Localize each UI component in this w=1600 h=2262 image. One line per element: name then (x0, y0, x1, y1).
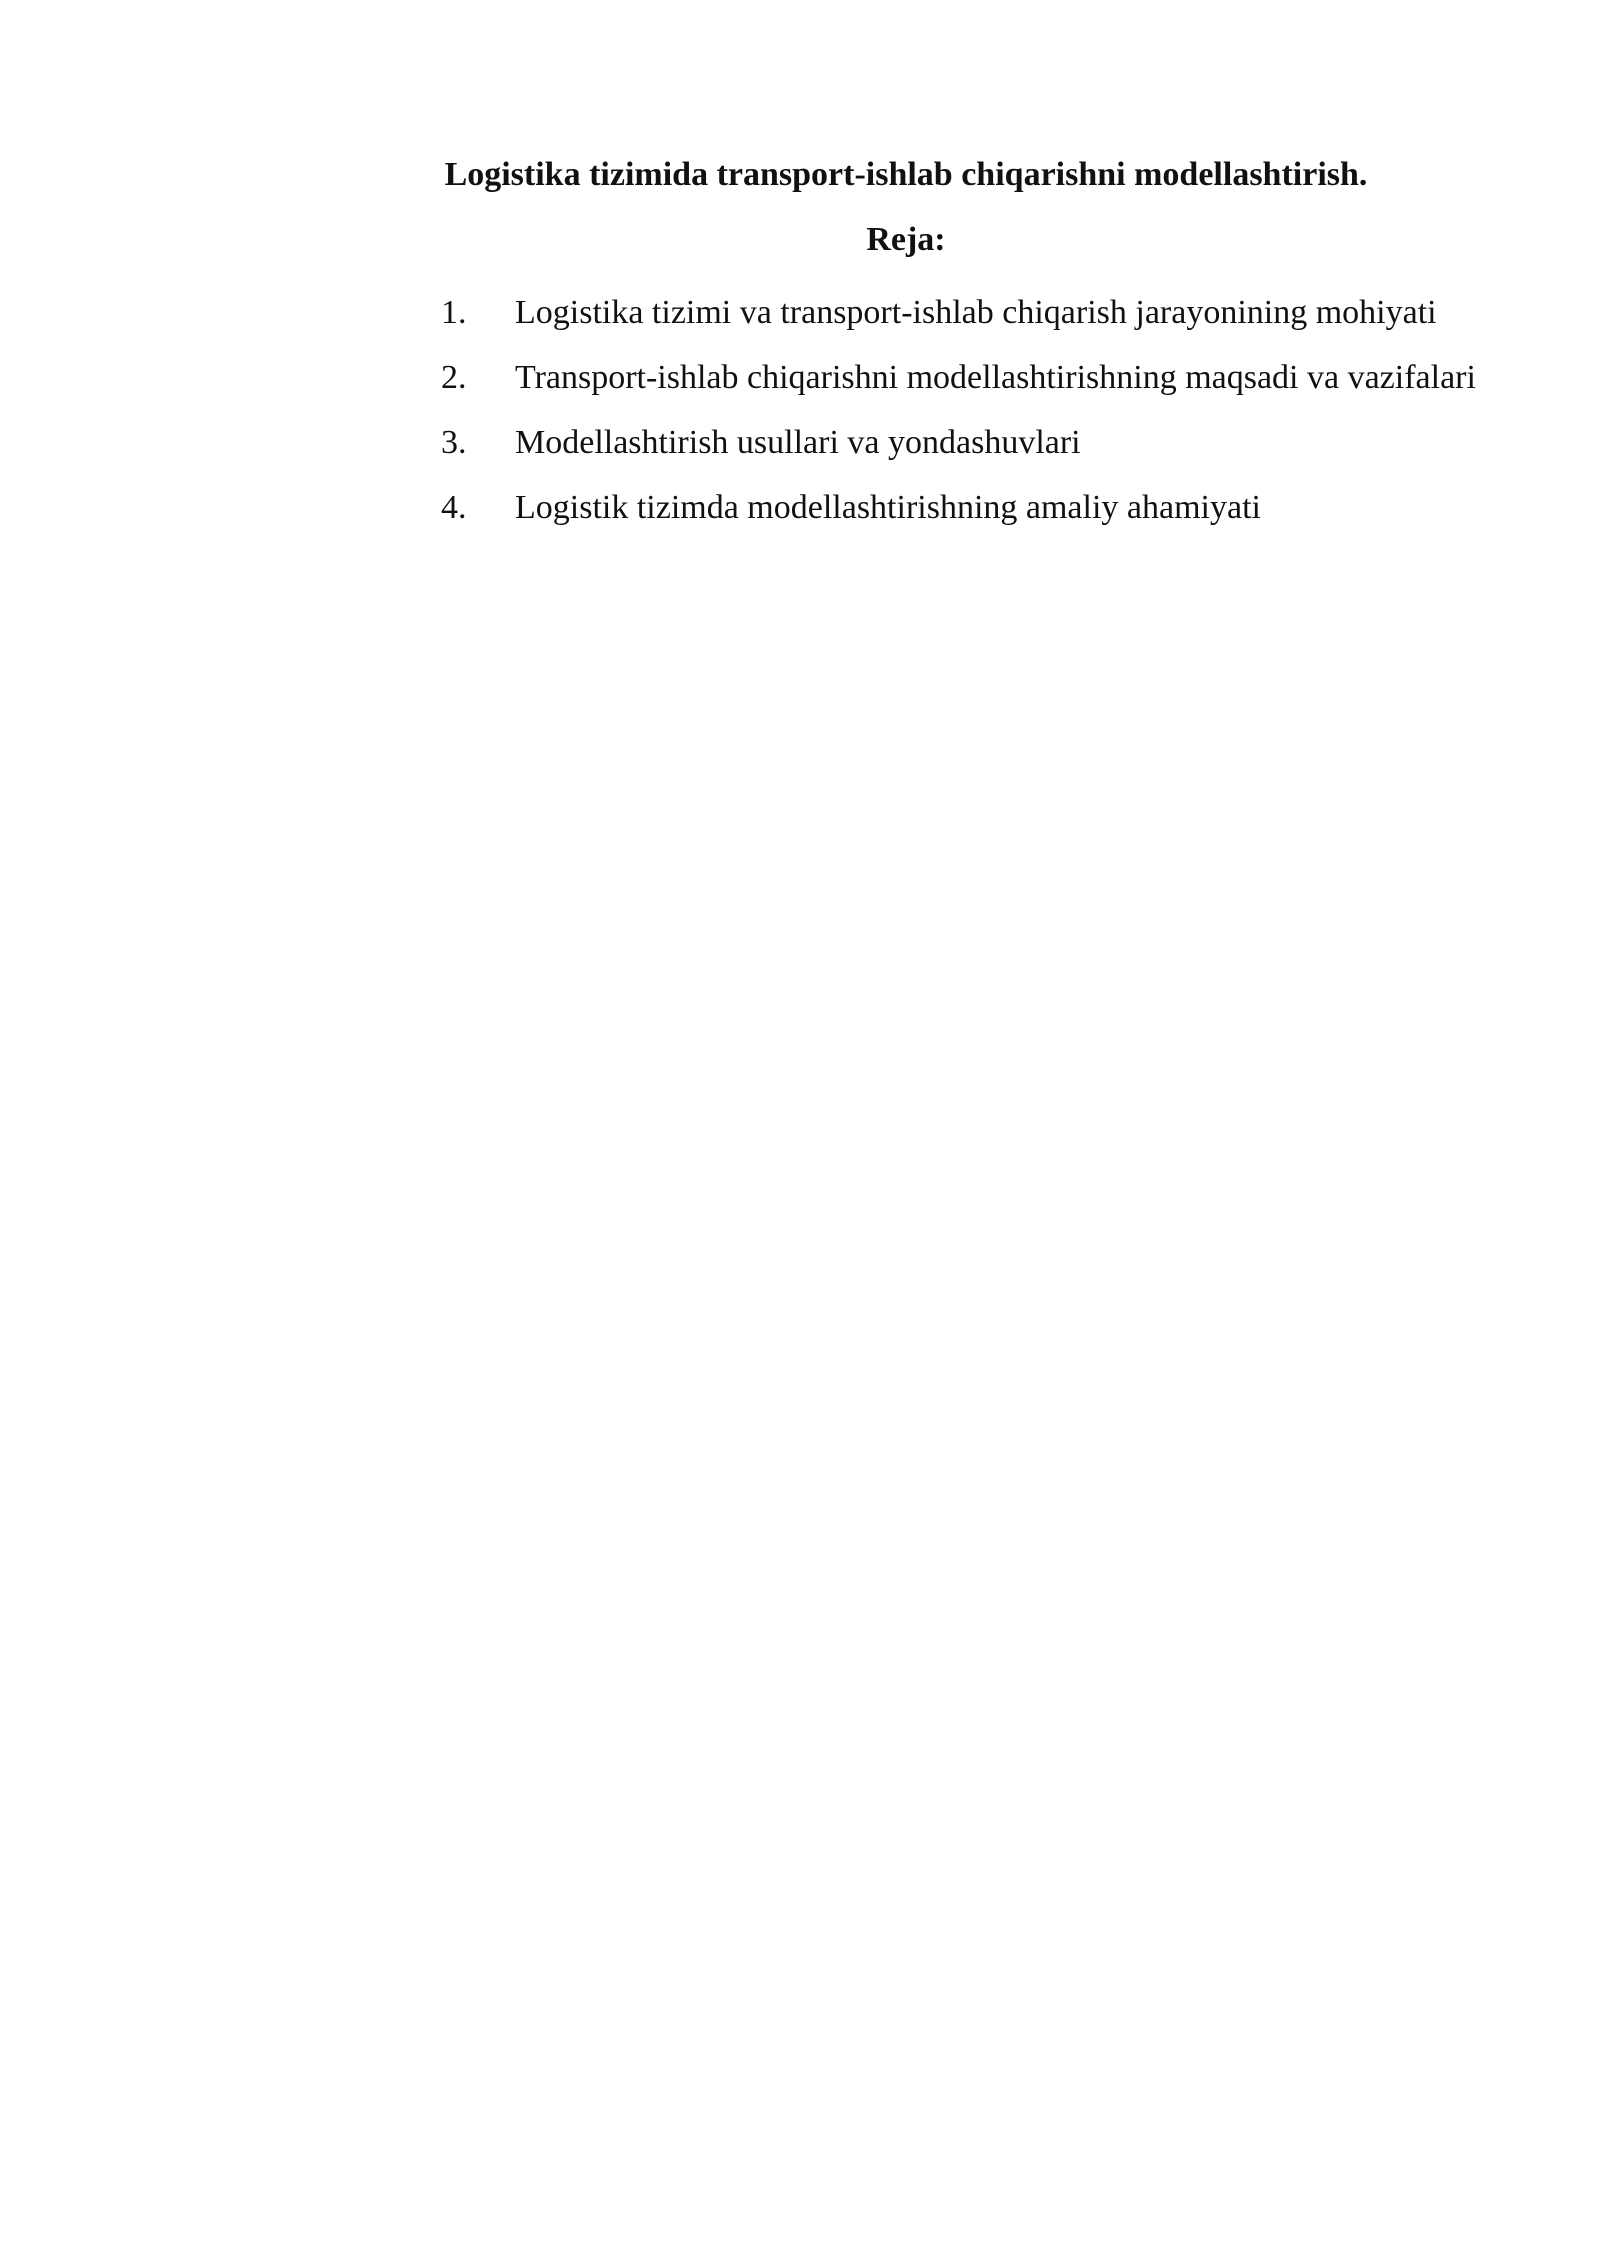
plan-item-number: 2. (441, 359, 467, 396)
plan-item (326, 280, 1486, 345)
plan-item (326, 345, 1486, 410)
plan-item-text: Logistika tizimi va transport-ishlab chiqarish jarayonining mohiyati (515, 294, 1437, 331)
plan-item-text: Transport-ishlab chiqarishni modellashtirishning maqsadi va vazifalari (515, 359, 1476, 396)
document-content (326, 150, 1486, 540)
plan-item-number: 4. (441, 489, 467, 526)
plan-item-text: Logistik tizimda modellashtirishning amaliy ahamiyati (515, 489, 1261, 526)
plan-list (326, 280, 1486, 540)
document-title: Logistika tizimida transport-ishlab chiqarishni modellashtirish. (444, 156, 1368, 193)
plan-item-number: 1. (441, 294, 467, 331)
plan-item (326, 410, 1486, 475)
plan-item-number: 3. (441, 424, 467, 461)
plan-item (326, 475, 1486, 540)
plan-heading: Reja: (866, 221, 946, 258)
plan-item-text: Modellashtirish usullari va yondashuvlari (515, 424, 1081, 461)
